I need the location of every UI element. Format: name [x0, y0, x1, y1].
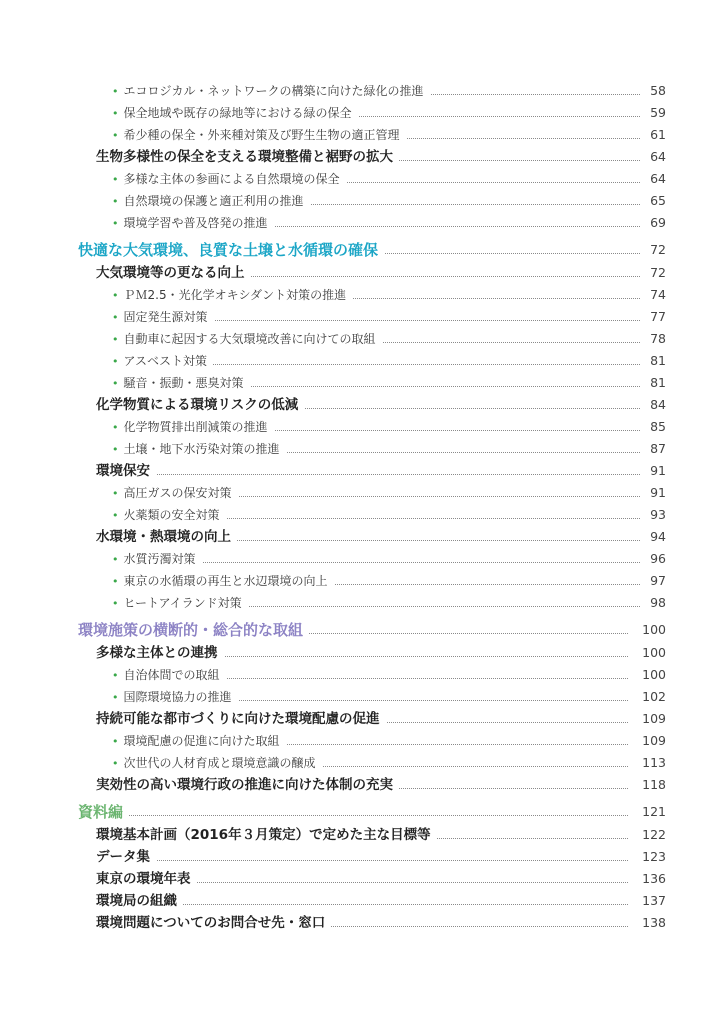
bullet-icon: •: [112, 669, 119, 682]
toc-entry-label: 次世代の人材育成と環境意識の醸成: [123, 756, 316, 770]
toc-subheading[interactable]: [0, 846, 724, 868]
toc-page-number: 96: [650, 551, 666, 566]
toc-entry-label: 化学物質排出削減策の推進: [123, 420, 268, 434]
bullet-icon: •: [112, 129, 119, 142]
toc-page-number: 102: [642, 689, 666, 704]
bullet-icon: •: [112, 443, 119, 456]
bullet-icon: •: [112, 757, 119, 770]
toc-page-number: 121: [642, 804, 666, 819]
toc-entry-label: アスベスト対策: [123, 354, 208, 368]
toc-entry-label: 火薬類の安全対策: [123, 508, 220, 522]
bullet-icon: •: [112, 691, 119, 704]
toc-page-number: 65: [650, 193, 666, 208]
bullet-icon: •: [112, 735, 119, 748]
toc-subheading[interactable]: [0, 868, 724, 890]
bullet-icon: •: [112, 509, 119, 522]
toc-entry-label: 固定発生源対策: [123, 310, 208, 324]
toc-subheading[interactable]: [0, 642, 724, 664]
bullet-icon: •: [112, 597, 119, 610]
toc-entry-label: 環境学習や普及啓発の推進: [123, 216, 268, 230]
toc-page-number: 97: [650, 573, 666, 588]
toc-item[interactable]: [0, 168, 724, 190]
toc-entry-label: 騒音・振動・悪臭対策: [123, 376, 244, 390]
toc-entry-label: 東京の環境年表: [96, 871, 191, 887]
toc-entry-label: 環境基本計画（2016年３月策定）で定めた主な目標等: [96, 827, 431, 843]
table-of-contents: [0, 80, 724, 934]
toc-page-number: 69: [650, 215, 666, 230]
toc-entry-label: 高圧ガスの保安対策: [123, 486, 232, 500]
toc-entry-label: 環境局の組織: [96, 893, 177, 909]
toc-item[interactable]: [0, 190, 724, 212]
toc-entry-label: 自治体間での取組: [123, 668, 220, 682]
toc-entry-label: 実効性の高い環境行政の推進に向けた体制の充実: [96, 777, 393, 793]
toc-entry-label: エコロジカル・ネットワークの構築に向けた緑化の推進: [123, 84, 424, 98]
toc-entry-label: ＰＭ2.5・光化学オキシダント対策の推進: [123, 288, 347, 302]
toc-item[interactable]: [0, 80, 724, 102]
toc-item[interactable]: [0, 306, 724, 328]
toc-item[interactable]: [0, 124, 724, 146]
toc-entry-label: 東京の水循環の再生と水辺環境の向上: [123, 574, 328, 588]
toc-page-number: 109: [642, 711, 666, 726]
toc-section-heading[interactable]: [0, 618, 724, 642]
bullet-icon: •: [112, 377, 119, 390]
bullet-icon: •: [112, 195, 119, 208]
toc-page-number: 78: [650, 331, 666, 346]
toc-subheading[interactable]: [0, 774, 724, 796]
toc-entry-label: 資料編: [78, 803, 124, 821]
toc-entry-label: 環境施策の横断的・総合的な取組: [78, 621, 304, 639]
toc-page-number: 58: [650, 83, 666, 98]
toc-subheading[interactable]: [0, 912, 724, 934]
toc-item[interactable]: [0, 350, 724, 372]
bullet-icon: •: [112, 217, 119, 230]
toc-item[interactable]: [0, 416, 724, 438]
toc-entry-label: 自動車に起因する大気環境改善に向けての取組: [123, 332, 376, 346]
bullet-icon: •: [112, 575, 119, 588]
toc-item[interactable]: [0, 328, 724, 350]
toc-subheading[interactable]: [0, 262, 724, 284]
toc-subheading[interactable]: [0, 460, 724, 482]
toc-subheading[interactable]: [0, 824, 724, 846]
toc-subheading[interactable]: [0, 526, 724, 548]
toc-page-number: 74: [650, 287, 666, 302]
toc-page-number: 113: [642, 755, 666, 770]
bullet-icon: •: [112, 289, 119, 302]
toc-item[interactable]: [0, 212, 724, 234]
toc-entry-label: データ集: [96, 849, 150, 865]
toc-item[interactable]: [0, 482, 724, 504]
toc-page-number: 100: [642, 667, 666, 682]
toc-page-number: 77: [650, 309, 666, 324]
bullet-icon: •: [112, 553, 119, 566]
toc-subheading[interactable]: [0, 708, 724, 730]
toc-entry-label: 水環境・熱環境の向上: [96, 529, 231, 545]
toc-entry-label: 環境配慮の促進に向けた取組: [123, 734, 280, 748]
toc-subheading[interactable]: [0, 146, 724, 168]
toc-item[interactable]: [0, 284, 724, 306]
toc-item[interactable]: [0, 372, 724, 394]
toc-section-heading[interactable]: [0, 238, 724, 262]
toc-page-number: 100: [642, 645, 666, 660]
toc-page-number: 72: [650, 265, 666, 280]
toc-entry-label: 持続可能な都市づくりに向けた環境配慮の促進: [96, 711, 380, 727]
toc-item[interactable]: [0, 686, 724, 708]
toc-entry-label: ヒートアイランド対策: [123, 596, 242, 610]
toc-page-number: 85: [650, 419, 666, 434]
toc-page-number: 91: [650, 485, 666, 500]
toc-page-number: 100: [642, 622, 666, 637]
toc-page-number: 64: [650, 171, 666, 186]
toc-page-number: 59: [650, 105, 666, 120]
toc-page-number: 72: [650, 242, 666, 257]
toc-page-number: 118: [642, 777, 666, 792]
dot-leader: [78, 815, 628, 816]
bullet-icon: •: [112, 173, 119, 186]
toc-item[interactable]: [0, 570, 724, 592]
bullet-icon: •: [112, 85, 119, 98]
toc-entry-label: 環境保安: [96, 463, 150, 479]
toc-entry-label: 自然環境の保護と適正利用の推進: [123, 194, 304, 208]
toc-subheading[interactable]: [0, 890, 724, 912]
toc-item[interactable]: [0, 438, 724, 460]
toc-item[interactable]: [0, 664, 724, 686]
toc-page-number: 138: [642, 915, 666, 930]
toc-page-number: 137: [642, 893, 666, 908]
dot-leader: [96, 474, 640, 475]
bullet-icon: •: [112, 487, 119, 500]
toc-page-number: 91: [650, 463, 666, 478]
toc-item[interactable]: [0, 730, 724, 752]
toc-page-number: 93: [650, 507, 666, 522]
toc-page-number: 81: [650, 353, 666, 368]
toc-page-number: 123: [642, 849, 666, 864]
toc-entry-label: 水質汚濁対策: [123, 552, 196, 566]
bullet-icon: •: [112, 355, 119, 368]
toc-section-heading[interactable]: [0, 800, 724, 824]
toc-entry-label: 大気環境等の更なる向上: [96, 265, 245, 281]
bullet-icon: •: [112, 333, 119, 346]
toc-item[interactable]: [0, 548, 724, 570]
toc-page-number: 94: [650, 529, 666, 544]
toc-entry-label: 快適な大気環境、良質な土壌と水循環の確保: [78, 241, 379, 259]
toc-item[interactable]: [0, 102, 724, 124]
bullet-icon: •: [112, 421, 119, 434]
toc-page-number: 84: [650, 397, 666, 412]
toc-page-number: 122: [642, 827, 666, 842]
toc-entry-label: 多様な主体との連携: [96, 645, 218, 661]
bullet-icon: •: [112, 107, 119, 120]
toc-entry-label: 国際環境協力の推進: [123, 690, 232, 704]
bullet-icon: •: [112, 311, 119, 324]
toc-subheading[interactable]: [0, 394, 724, 416]
toc-page-number: 98: [650, 595, 666, 610]
toc-entry-label: 環境問題についてのお問合せ先・窓口: [96, 915, 326, 931]
toc-item[interactable]: [0, 752, 724, 774]
toc-entry-label: 希少種の保全・外来種対策及び野生生物の適正管理: [123, 128, 400, 142]
toc-entry-label: 生物多様性の保全を支える環境整備と裾野の拡大: [96, 149, 393, 165]
toc-page-number: 136: [642, 871, 666, 886]
toc-entry-label: 土壌・地下水汚染対策の推進: [123, 442, 280, 456]
toc-item[interactable]: [0, 504, 724, 526]
toc-item[interactable]: [0, 592, 724, 614]
toc-page-number: 109: [642, 733, 666, 748]
dot-leader: [96, 860, 628, 861]
toc-entry-label: 多様な主体の参画による自然環境の保全: [123, 172, 340, 186]
toc-page-number: 64: [650, 149, 666, 164]
toc-entry-label: 保全地域や既存の緑地等における緑の保全: [123, 106, 352, 120]
toc-page-number: 87: [650, 441, 666, 456]
toc-page-number: 81: [650, 375, 666, 390]
toc-entry-label: 化学物質による環境リスクの低減: [96, 397, 299, 413]
toc-page-number: 61: [650, 127, 666, 142]
